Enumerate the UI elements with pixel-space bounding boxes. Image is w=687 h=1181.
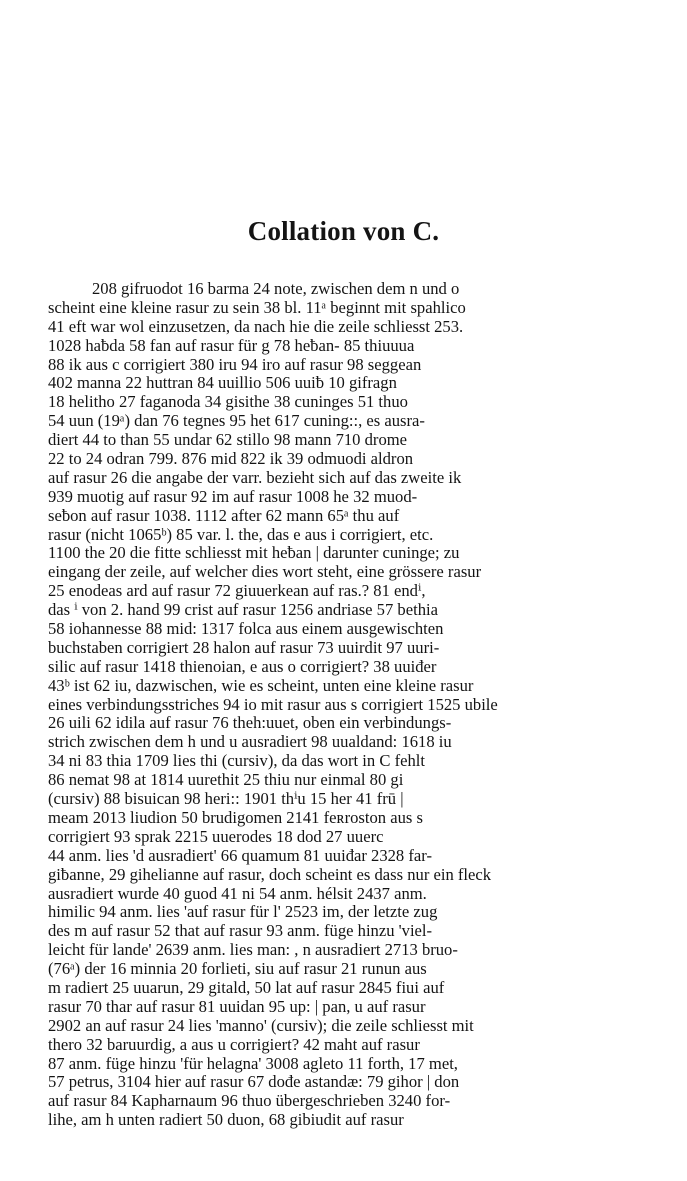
text-line: 402 manna 22 huttran 84 uuillio 506 uuiƀ 10 gifragn bbox=[48, 374, 397, 393]
text-line: 57 petrus, 3104 hier auf rasur 67 dođe astandæ: 79 gihor | don bbox=[48, 1073, 460, 1092]
text-line: 208 gifruodot 16 barma 24 note, zwischen dem n und o bbox=[92, 280, 460, 298]
text-line: 88 ik aus c corrigiert 380 iru 94 iro auf rasur 98 seggean bbox=[48, 355, 422, 374]
text-line: silic auf rasur 1418 thienoian, e aus o corrigiert? 38 uuiđer bbox=[48, 657, 437, 676]
text-line: corrigiert 93 sprak 2215 uuerodes 18 dod 27 uuerc bbox=[48, 827, 384, 846]
text-line: rasur 70 thar auf rasur 81 uuidan 95 up: | pan, u auf rasur bbox=[48, 997, 426, 1016]
text-line: 86 nemat 98 at 1814 uurethit 25 thiu nur einmal 80 gi bbox=[48, 771, 404, 790]
text-line: rasur (nicht 1065ᵇ) 85 var. l. the, das e aus i corrigiert, etc. bbox=[48, 525, 434, 544]
text-line: leicht für lande' 2639 anm. lies man: , n ausradiert 2713 bruo- bbox=[48, 941, 458, 960]
text-line: 2902 an auf rasur 24 lies 'manno' (cursiv); die zeile schliesst mit bbox=[48, 1016, 474, 1035]
text-line: 87 anm. füge hinzu 'für helagna' 3008 agleto 11 forth, 17 met, bbox=[48, 1054, 458, 1073]
text-line: m radiert 25 uuarun, 29 gitald, 50 lat auf rasur 2845 fiui auf bbox=[48, 978, 445, 997]
text-line: 43ᵇ ist 62 iu, dazwischen, wie es scheint, unten eine kleine rasur bbox=[48, 676, 474, 695]
page-title: Collation von C. bbox=[247, 216, 440, 246]
text-line: ausradiert wurde 40 guod 41 ni 54 anm. hélsit 2437 anm. bbox=[48, 884, 427, 903]
text-line: 1028 haƀda 58 fan auf rasur für g 78 heƀan- 85 thiuuua bbox=[48, 336, 415, 355]
text-line: buchstaben corrigiert 28 halon auf rasur 73 uuirdit 97 uuri- bbox=[48, 638, 440, 657]
text-line: 44 anm. lies 'd ausradiert' 66 quamum 81 uuiđar 2328 far- bbox=[48, 846, 432, 865]
text-line: auf rasur 84 Kapharnaum 96 thuo übergeschrieben 3240 for- bbox=[48, 1092, 451, 1111]
text-line: giƀanne, 29 gihelianne auf rasur, doch scheint es dass nur ein fleck bbox=[48, 865, 492, 884]
text-line: das ⁱ von 2. hand 99 crist auf rasur 1256 andriase 57 bethia bbox=[48, 601, 438, 620]
text-line: himilic 94 anm. lies 'auf rasur für l' 2523 im, der letzte zug bbox=[48, 903, 438, 922]
text-line: strich zwischen dem h und u ausradiert 98 uualdand: 1618 iu bbox=[48, 733, 452, 752]
text-line: 18 helitho 27 faganoda 34 gisithe 38 cuninges 51 thuo bbox=[48, 393, 408, 412]
text-line: 25 enodeas ard auf rasur 72 giuuerkean auf ras.? 81 endⁱ, bbox=[48, 582, 426, 601]
text-line: 34 ni 83 thia 1709 lies thi (cursiv), da das wort in C fehlt bbox=[48, 752, 425, 771]
text-line: lihe, am h unten radiert 50 duon, 68 gibiudit auf rasur bbox=[48, 1111, 404, 1130]
text-line: (76ᵃ) der 16 minnia 20 forlieti, siu auf rasur 21 runun aus bbox=[48, 960, 427, 979]
collation-text bbox=[48, 280, 644, 1130]
text-line: seƀon auf rasur 1038. 1112 after 62 mann 65ᵃ thu auf bbox=[48, 506, 400, 525]
text-line: thero 32 baruurdig, a aus u corrigiert? 42 maht auf rasur bbox=[48, 1035, 420, 1054]
text-line: meam 2013 liudion 50 brudigomen 2141 feʀroston aus s bbox=[48, 808, 423, 827]
text-line: 26 uili 62 idila auf rasur 76 theh:uuet, oben ein verbindungs- bbox=[48, 714, 452, 733]
text-line: 54 uun (19ᵃ) dan 76 tegnes 95 het 617 cuning::, es ausra- bbox=[48, 412, 425, 431]
text-line: diert 44 to than 55 undar 62 stillo 98 mann 710 drome bbox=[48, 431, 408, 450]
text-line: 22 to 24 odran 799. 876 mid 822 ik 39 odmuodi aldron bbox=[48, 450, 414, 469]
text-line: 1100 the 20 die fitte schliesst mit heƀan | darunter cuninge; zu bbox=[48, 544, 460, 563]
text-line: 939 muotig auf rasur 92 im auf rasur 1008 he 32 muod- bbox=[48, 487, 418, 506]
text-line: eines verbindungsstriches 94 io mit rasur aus s corrigiert 1525 ubile bbox=[48, 695, 498, 714]
text-line: (cursiv) 88 bisuican 98 heri:: 1901 thⁱu 15 her 41 frū | bbox=[48, 790, 404, 809]
text-line: 58 iohannesse 88 mid: 1317 folca aus einem ausgewischten bbox=[48, 620, 444, 639]
text-line: des m auf rasur 52 that auf rasur 93 anm. füge hinzu 'viel- bbox=[48, 922, 433, 941]
text-line: 41 eft war wol einzusetzen, da nach hie die zeile schliesst 253. bbox=[48, 317, 464, 336]
text-line: auf rasur 26 die angabe der varr. bezieht sich auf das zweite ik bbox=[48, 468, 462, 487]
text-line: scheint eine kleine rasur zu sein 38 bl. 11ᵃ beginnt mit spahlico bbox=[48, 298, 466, 317]
text-line: eingang der zeile, auf welcher dies wort steht, eine grössere rasur bbox=[48, 563, 482, 582]
